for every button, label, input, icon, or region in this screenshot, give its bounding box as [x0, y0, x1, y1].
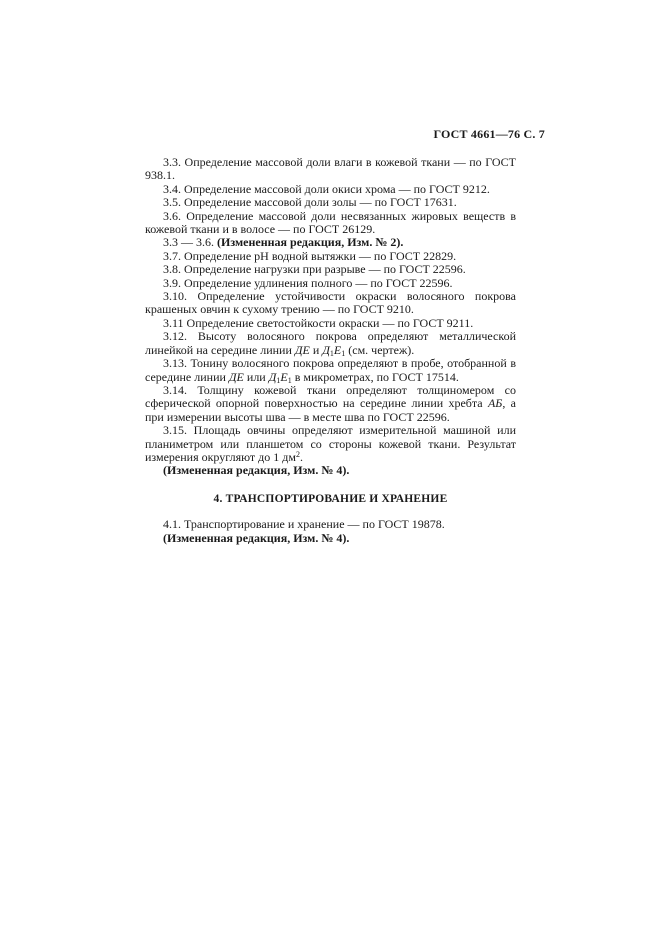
paragraph-3-4: 3.4. Определение массовой доли окиси хрома — по ГОСТ 9212. — [163, 181, 490, 196]
amendment-note-4-section: (Измененная редакция, Изм. № 4). — [163, 530, 350, 545]
paragraph-3-6: 3.6. Определение массовой доли несвязанных жировых веществ в кожевой ткани и в волосе — по ГОСТ 26129. — [145, 208, 516, 237]
paragraph-3-10: 3.10. Определение устойчивости окраски волосяного покрова крашеных овчин к сухому трению — по ГОСТ 9210. — [145, 289, 516, 317]
paragraph-3-7: 3.7. Определение pH водной вытяжки — по ГОСТ 22829. — [163, 248, 457, 263]
paragraph-3-15: 3.15. Площадь овчины определяют измерительной машиной или планиметром или планшетом со стороны кожевой ткани. Результат измерения округляют до 1 $дм^2$. — [145, 423, 516, 464]
paragraph-3-8: 3.8. Определение нагрузки при разрыве — по ГОСТ 22596. — [163, 262, 466, 277]
amendment-note-2 — [145, 236, 516, 249]
section-4-title: 4. ТРАНСПОРТИРОВАНИЕ И ХРАНЕНИЕ — [213, 492, 448, 505]
paragraph-3-3: 3.3. Определение массовой доли влаги в кожевой ткани — по ГОСТ 938.1. — [145, 155, 516, 183]
paragraph-3-12: 3.12. Высоту волосяного покрова определяют металлической линейкой на середине линии ДЕ и $Д_1Е_1$ (см. чертеж). — [145, 329, 516, 358]
paragraph-3-13: 3.13. Тонину волосяного покрова определяют в пробе, отобранной в середине линии ДЕ или $Д_1Е_1$ в микрометрах, по ГОСТ 17514. — [145, 356, 516, 385]
amendment-note-4: (Измененная редакция, Изм. № 4). — [163, 463, 350, 478]
paragraph-3-14: 3.14. Толщину кожевой ткани определяют толщиномером со сферической опорной поверхностью на середине линии хребта АБ, а при измерении высоты шва — в месте шва по ГОСТ 22596. — [145, 382, 516, 424]
paragraph-3-11: 3.11 Определение светостойкости окраски — по ГОСТ 9211. — [163, 315, 474, 330]
paragraph-4-1: 4.1. Транспортирование и хранение — по ГОСТ 19878. — [163, 517, 445, 532]
amendment-text: (Измененная редакция, Изм. № 2). — [217, 235, 404, 250]
paragraph-3-5: 3.5. Определение массовой доли золы — по ГОСТ 17631. — [163, 195, 457, 210]
amendment-range: 3.3 — 3.6. — [163, 235, 217, 250]
paragraph-3-9: 3.9. Определение удлинения полного — по ГОСТ 22596. — [163, 275, 453, 290]
page-header: ГОСТ 4661—76 С. 7 — [433, 127, 545, 141]
document-body — [145, 156, 516, 545]
